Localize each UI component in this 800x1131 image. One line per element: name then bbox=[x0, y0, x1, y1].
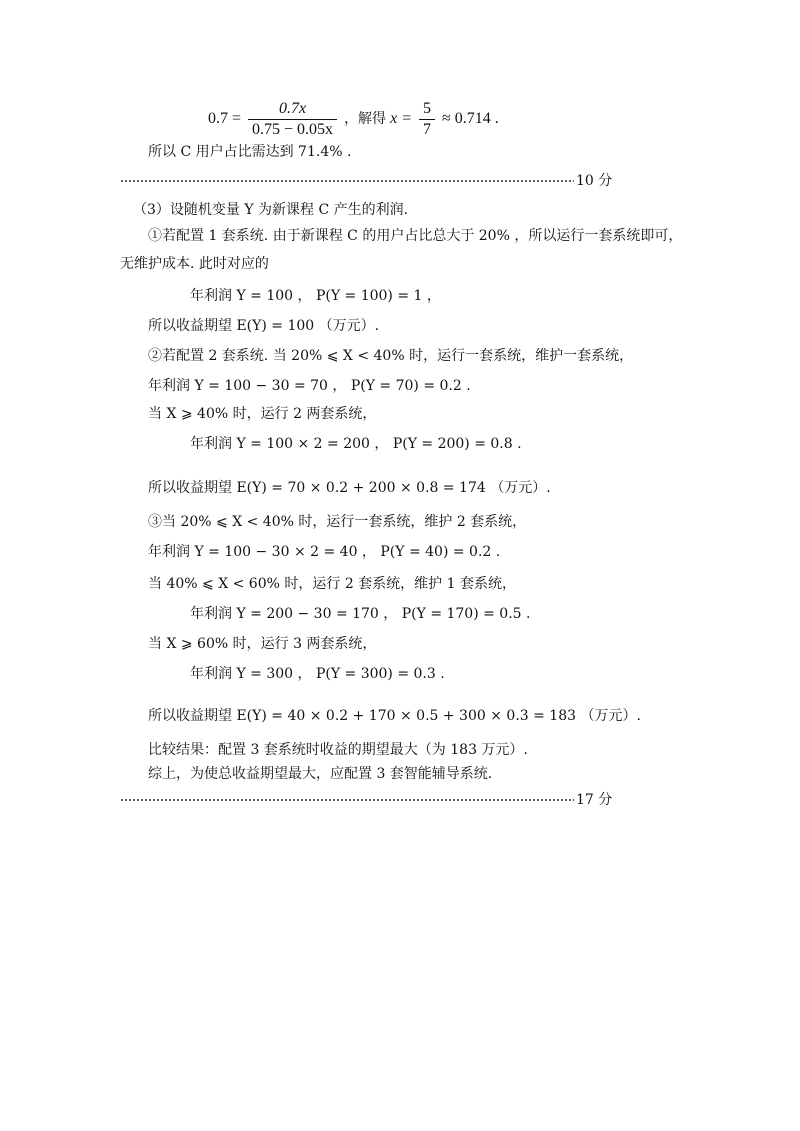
fraction-two-denominator: 7 bbox=[419, 119, 435, 140]
fraction-two bbox=[419, 99, 435, 140]
text-line-21: 比较结果：配置 3 套系统时收益的期望最大（为 183 万元）. bbox=[148, 742, 528, 758]
eq1-variable: x = bbox=[390, 110, 412, 127]
text-line-11: 当 X ⩾ 40% 时，运行 2 两套系统， bbox=[148, 406, 377, 422]
text-line-15: 年利润 Y = 100 − 30 × 2 = 40 ， P(Y = 40) = 0.2 . bbox=[148, 544, 501, 560]
text-line-18: 当 X ⩾ 60% 时，运行 3 两套系统， bbox=[148, 636, 377, 652]
text-line-22: 综上，为使总收益期望最大，应配置 3 套智能辅导系统. bbox=[148, 766, 493, 782]
text-line-12: 年利润 Y = 100 × 2 = 200 ， P(Y = 200) = 0.8 . bbox=[190, 436, 522, 452]
text-line-16: 当 40% ⩽ X < 60% 时，运行 2 套系统，维护 1 套系统， bbox=[148, 576, 516, 592]
text-line-8: 所以收益期望 E(Y) = 100 （万元）. bbox=[148, 318, 380, 334]
text-line-5: ①若配置 1 套系统. 由于新课程 C 的用户占比总大于 20% ，所以运行一套系统即可， bbox=[148, 228, 683, 244]
text-line-10: 年利润 Y = 100 − 30 = 70 ， P(Y = 70) = 0.2 . bbox=[148, 378, 471, 394]
text-line-14: ③当 20% ⩽ X < 40% 时，运行一套系统，维护 2 套系统， bbox=[148, 514, 527, 530]
dotted-leader-1 bbox=[120, 176, 574, 186]
score-marker-1: 10 分 bbox=[576, 173, 613, 189]
fraction-one bbox=[248, 99, 337, 140]
text-line-4: （3）设随机变量 Y 为新课程 C 产生的利润. bbox=[133, 202, 409, 218]
score-marker-2: 17 分 bbox=[576, 792, 613, 808]
text-line-2: 所以 C 用户占比需达到 71.4% . bbox=[148, 144, 352, 160]
fraction-one-denominator: 0.75 − 0.05x bbox=[248, 119, 337, 140]
equation-line-1 bbox=[208, 98, 499, 140]
eq1-approx: ≈ 0.714 . bbox=[441, 110, 499, 127]
fraction-one-numerator: 0.7x bbox=[278, 99, 307, 117]
fraction-two-numerator: 5 bbox=[422, 99, 431, 117]
eq1-solve-text: ，解得 bbox=[344, 111, 387, 127]
text-line-19: 年利润 Y = 300 ， P(Y = 300) = 0.3 . bbox=[190, 666, 445, 682]
text-line-7: 年利润 Y = 100 ， P(Y = 100) = 1 ， bbox=[190, 288, 441, 304]
eq1-lhs: 0.7 = bbox=[208, 110, 242, 127]
text-line-6: 无维护成本. 此时对应的 bbox=[120, 256, 269, 272]
text-line-13: 所以收益期望 E(Y) = 70 × 0.2 + 200 × 0.8 = 174 （万元）. bbox=[148, 480, 551, 496]
text-line-9: ②若配置 2 套系统. 当 20% ⩽ X < 40% 时，运行一套系统，维护一套系统， bbox=[148, 348, 634, 364]
dotted-leader-2 bbox=[120, 795, 574, 805]
text-line-20: 所以收益期望 E(Y) = 40 × 0.2 + 170 × 0.5 + 300 × 0.3 = 183 （万元）. bbox=[148, 708, 641, 724]
text-line-17: 年利润 Y = 200 − 30 = 170 ， P(Y = 170) = 0.5 . bbox=[190, 606, 531, 622]
